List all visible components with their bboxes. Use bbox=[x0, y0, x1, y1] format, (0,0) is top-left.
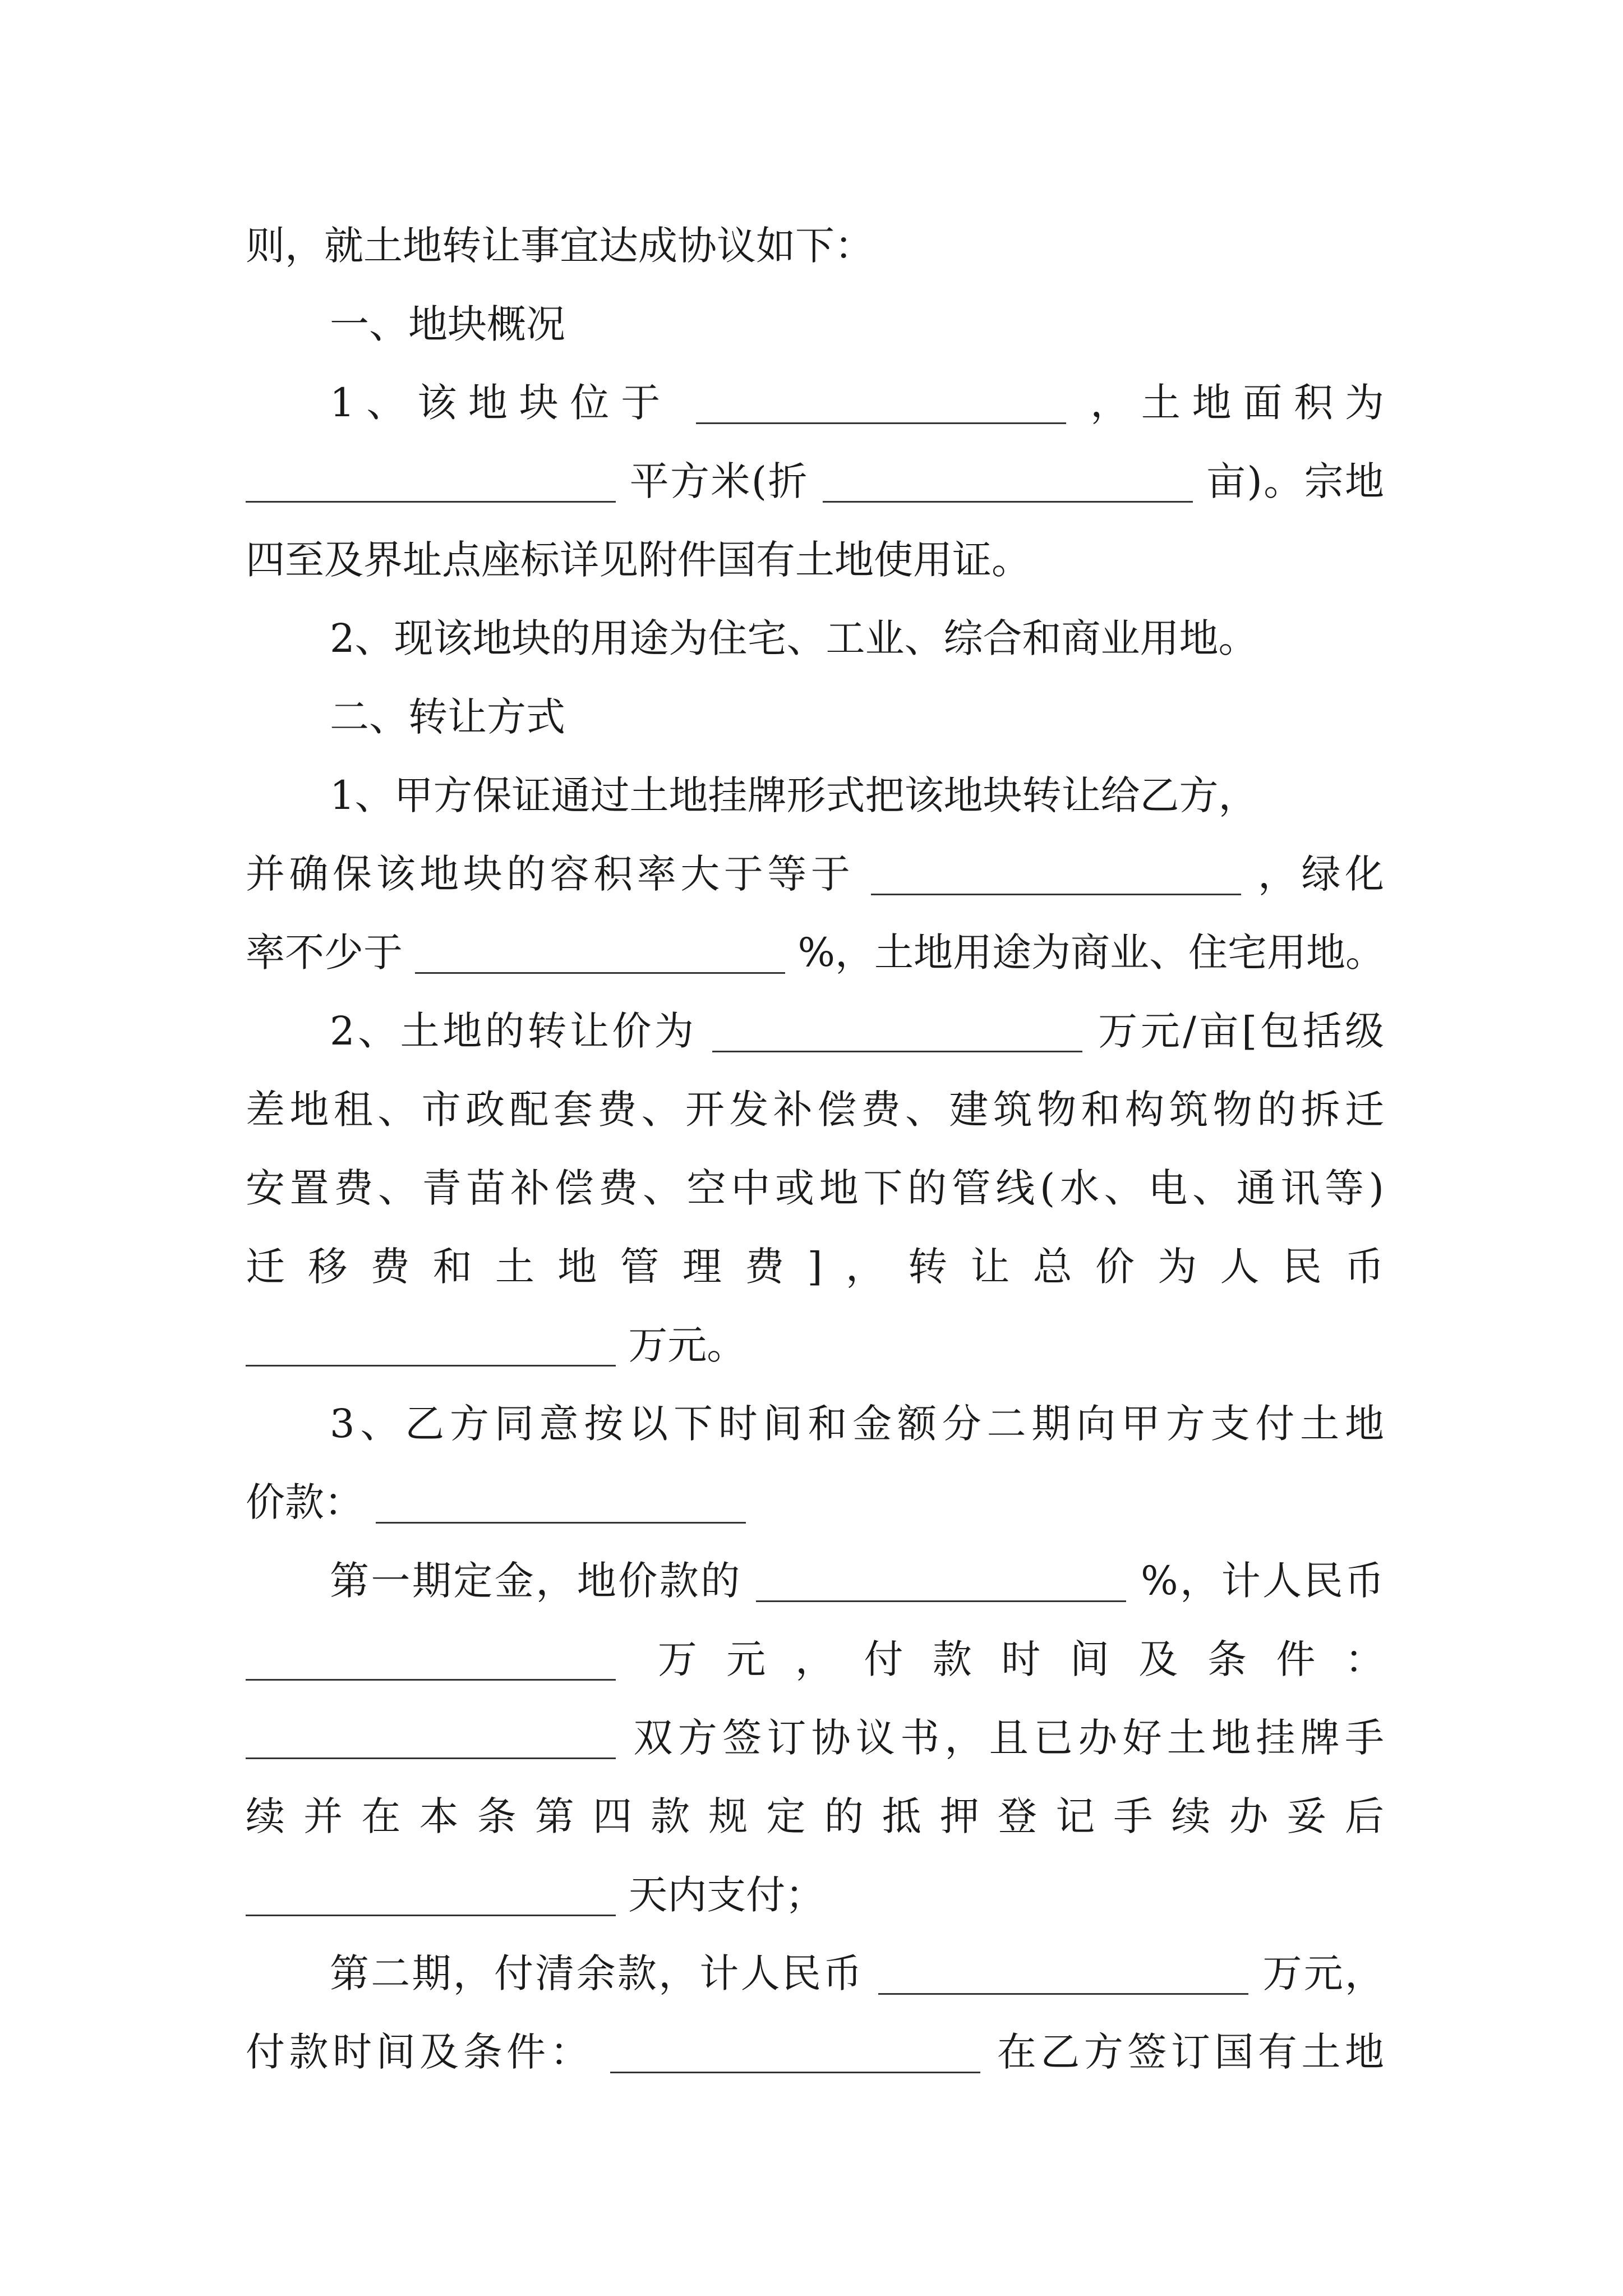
text-segment: 率不少于 bbox=[246, 930, 403, 976]
text-line bbox=[246, 1620, 1384, 1699]
text-segment: ，绿化 bbox=[1257, 851, 1384, 897]
text-line bbox=[246, 1856, 1384, 1934]
text-segment: 付款时间及条件： bbox=[246, 2029, 594, 2075]
text-segment: 亩)。宗地 bbox=[1206, 458, 1384, 504]
text-line bbox=[246, 1777, 1384, 1856]
fill-in-blank bbox=[610, 2032, 980, 2073]
text-segment: 价款： bbox=[246, 1479, 363, 1525]
text-line bbox=[246, 1542, 1384, 1620]
text-line bbox=[246, 835, 1384, 913]
text-segment: 万元， bbox=[1262, 1950, 1384, 1996]
text-line bbox=[246, 1934, 1384, 2013]
text-line bbox=[246, 1463, 1384, 1542]
text-segment: 续并在本条第四款规定的抵押登记手续办妥后 bbox=[246, 1793, 1384, 1839]
text-segment: 2、土地的转让价为 bbox=[330, 1008, 697, 1054]
fill-in-blank bbox=[878, 1954, 1248, 1995]
text-line bbox=[246, 1227, 1384, 1306]
text-segment: %，计人民币 bbox=[1141, 1558, 1385, 1604]
fill-in-blank bbox=[756, 1561, 1126, 1602]
text-segment: 在乙方签订国有土地 bbox=[997, 2029, 1384, 2075]
text-segment: 万元。 bbox=[628, 1322, 746, 1368]
text-segment: 万元，付款时间及条件： bbox=[657, 1636, 1384, 1682]
fill-in-blank bbox=[696, 383, 1066, 424]
fill-in-blank bbox=[712, 1011, 1082, 1052]
text-line bbox=[246, 1384, 1384, 1463]
text-segment: 双方签订协议书，且已办好土地挂牌手 bbox=[633, 1715, 1384, 1761]
text-segment: 3、乙方同意按以下时间和金额分二期向甲方支付土地 bbox=[330, 1401, 1384, 1447]
text-segment: 迁移费和土地管理费]，转让总价为人民币 bbox=[246, 1244, 1384, 1290]
text-segment: 万元/亩[包括级 bbox=[1098, 1008, 1384, 1054]
text-line bbox=[246, 442, 1384, 521]
text-segment: 第一期定金，地价款的 bbox=[330, 1558, 742, 1604]
text-line bbox=[246, 1070, 1384, 1149]
text-line bbox=[246, 364, 1384, 442]
fill-in-blank bbox=[823, 462, 1193, 503]
text-segment: ，土地面积为 bbox=[1090, 380, 1384, 426]
text-segment: 一、地块概况 bbox=[330, 301, 565, 347]
text-segment: 并确保该地块的容积率大于等于 bbox=[246, 851, 855, 897]
text-line bbox=[246, 1149, 1384, 1227]
text-line bbox=[246, 913, 1384, 992]
text-segment: %，土地用途为商业、住宅用地。 bbox=[797, 930, 1385, 976]
fill-in-blank bbox=[246, 1326, 616, 1366]
fill-in-blank bbox=[376, 1483, 746, 1524]
text-line bbox=[246, 206, 1384, 285]
text-line bbox=[246, 2013, 1384, 2091]
text-line bbox=[246, 992, 1384, 1070]
text-line bbox=[246, 756, 1384, 835]
text-segment: 四至及界址点座标详见附件国有土地使用证。 bbox=[246, 537, 1031, 583]
text-line bbox=[246, 285, 1384, 364]
text-segment: 差地租、市政配套费、开发补偿费、建筑物和构筑物的拆迁 bbox=[246, 1087, 1384, 1133]
fill-in-blank bbox=[871, 854, 1241, 895]
text-segment: 第二期，付清余款，计人民币 bbox=[330, 1950, 864, 1996]
fill-in-blank bbox=[246, 462, 616, 503]
text-line bbox=[246, 1306, 1384, 1384]
fill-in-blank bbox=[415, 933, 785, 974]
text-segment: 1、甲方保证通过土地挂牌形式把该地块转让给乙方， bbox=[330, 772, 1258, 818]
text-segment: 则，就土地转让事宜达成协议如下： bbox=[246, 223, 874, 269]
text-segment: 2、现该地块的用途为住宅、工业、综合和商业用地。 bbox=[330, 615, 1258, 661]
text-segment: 安置费、青苗补偿费、空中或地下的管线(水、电、通讯等) bbox=[246, 1165, 1384, 1211]
text-line bbox=[246, 521, 1384, 599]
text-segment: 1、该地块位于 bbox=[330, 380, 672, 426]
text-segment: 二、转让方式 bbox=[330, 694, 565, 740]
text-line bbox=[246, 1699, 1384, 1777]
contract-text bbox=[246, 206, 1384, 2091]
fill-in-blank bbox=[246, 1875, 616, 1916]
text-line bbox=[246, 678, 1384, 756]
text-segment: 平方米(折 bbox=[629, 458, 809, 504]
text-line bbox=[246, 599, 1384, 678]
text-segment: 天内支付； bbox=[628, 1872, 825, 1918]
fill-in-blank bbox=[246, 1718, 616, 1759]
fill-in-blank bbox=[246, 1640, 616, 1681]
